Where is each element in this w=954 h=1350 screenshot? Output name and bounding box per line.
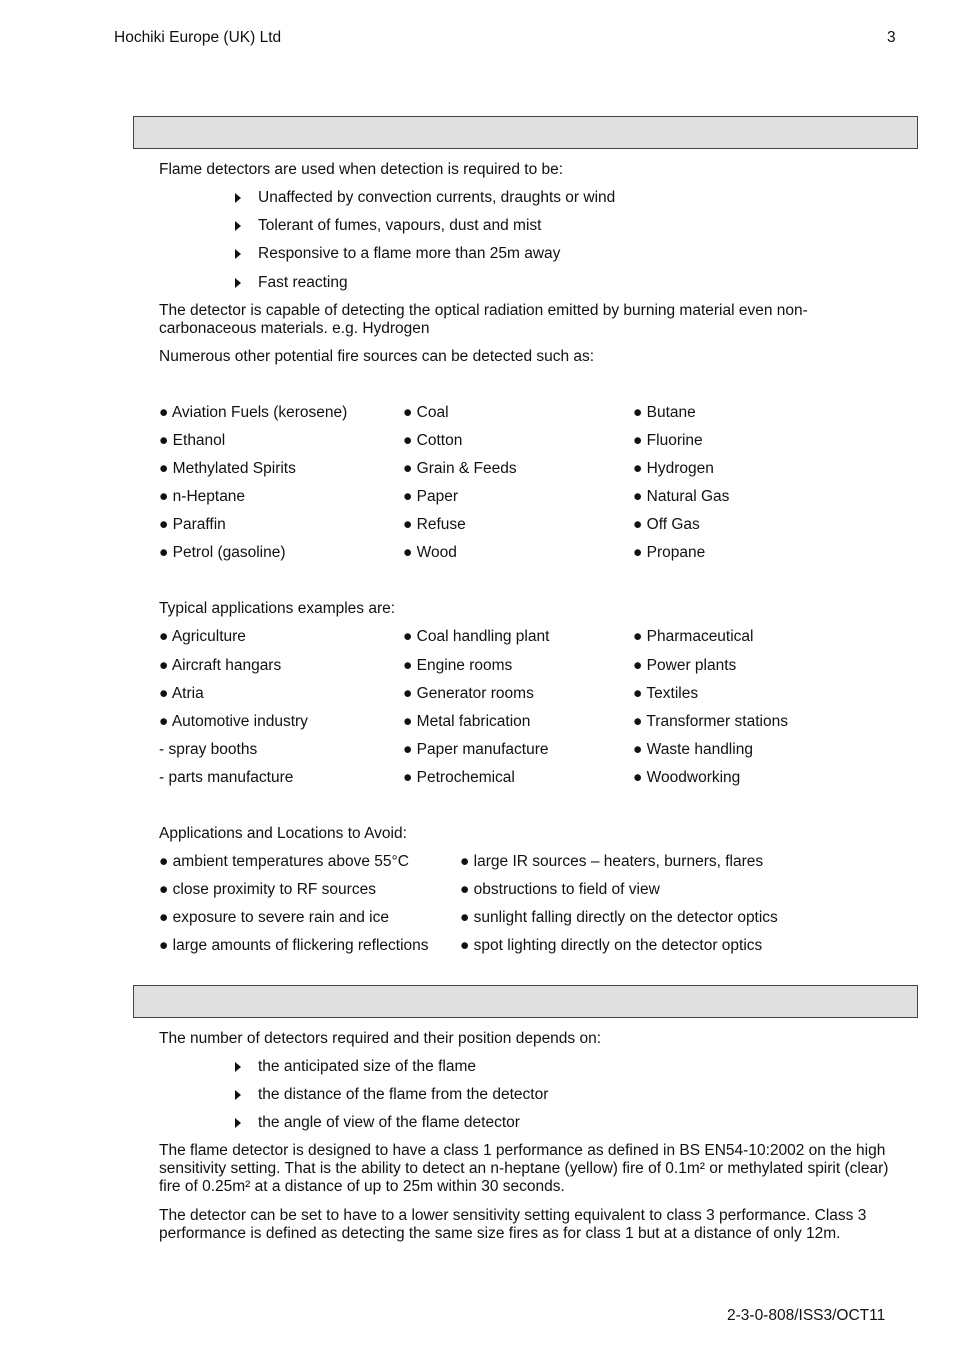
source-item: ● n-Heptane [159, 488, 246, 505]
avoid-item: ● obstructions to field of view [460, 881, 660, 898]
section2-intro: The number of detectors required and their position depends on: [159, 1030, 602, 1047]
source-item: ● Petrol (gasoline) [159, 544, 286, 561]
source-item: ● Butane [633, 404, 696, 421]
application-item: ● Power plants [633, 657, 737, 674]
application-item: ● Atria [159, 685, 204, 702]
source-item: ● Wood [403, 544, 457, 561]
class1-paragraph: The flame detector is designed to have a class 1 performance as defined in BS EN54-10:2002 on the high sensitivity setting. That is the ability to detect an n-heptane (yellow) fire of 0.1m² or methylated spirit (clear) fire of 0.25m² at a distance of up to 25m within 30 seconds. [159, 1142, 889, 1195]
application-item: ● Engine rooms [403, 657, 513, 674]
source-item: ● Aviation Fuels (kerosene) [159, 404, 348, 421]
triangle-bullet-icon [235, 1090, 241, 1100]
factor-item: the anticipated size of the flame [258, 1058, 476, 1075]
source-item: ● Ethanol [159, 432, 226, 449]
avoid-item: ● ambient temperatures above 55°C [159, 853, 409, 870]
application-item: ● Pharmaceutical [633, 628, 754, 645]
application-item: ● Textiles [633, 685, 699, 702]
requirement-item: Tolerant of fumes, vapours, dust and mist [258, 217, 542, 234]
application-item: ● Paper manufacture [403, 741, 549, 758]
source-item: ● Off Gas [633, 516, 700, 533]
requirement-item: Unaffected by convection currents, draughts or wind [258, 189, 616, 206]
triangle-bullet-icon [235, 1118, 241, 1128]
document-reference: 2-3-0-808/ISS3/OCT11 [727, 1307, 886, 1324]
applications-intro: Typical applications examples are: [159, 600, 396, 617]
source-item: ● Propane [633, 544, 706, 561]
application-item: ● Aircraft hangars [159, 657, 282, 674]
application-item: - spray booths [159, 741, 258, 758]
source-item: ● Refuse [403, 516, 466, 533]
header-company: Hochiki Europe (UK) Ltd [114, 29, 282, 46]
avoid-item: ● exposure to severe rain and ice [159, 909, 389, 926]
source-item: ● Hydrogen [633, 460, 714, 477]
section-heading-band-2 [133, 985, 918, 1018]
application-item: - parts manufacture [159, 769, 294, 786]
avoid-item: ● large amounts of flickering reflections [159, 937, 429, 954]
source-item: ● Grain & Feeds [403, 460, 517, 477]
capability-paragraph: The detector is capable of detecting the optical radiation emitted by burning material even non-carbonaceous materials. e.g. Hydrogen [159, 302, 808, 337]
application-item: ● Metal fabrication [403, 713, 531, 730]
triangle-bullet-icon [235, 249, 241, 259]
application-item: ● Transformer stations [633, 713, 788, 730]
factor-item: the distance of the flame from the detector [258, 1086, 549, 1103]
triangle-bullet-icon [235, 1062, 241, 1072]
application-item: ● Waste handling [633, 741, 753, 758]
class3-paragraph: The detector can be set to have to a lower sensitivity setting equivalent to class 3 performance. Class 3 performance is defined as detecting the same size fires as for class 1 but at a distance of only 12m. [159, 1207, 867, 1242]
triangle-bullet-icon [235, 193, 241, 203]
application-item: ● Agriculture [159, 628, 246, 645]
requirement-item: Responsive to a flame more than 25m away [258, 245, 561, 262]
triangle-bullet-icon [235, 278, 241, 288]
section-heading-band-1 [133, 116, 918, 149]
requirement-item: Fast reacting [258, 274, 348, 291]
application-item: ● Coal handling plant [403, 628, 550, 645]
application-item: ● Woodworking [633, 769, 741, 786]
avoid-item: ● large IR sources – heaters, burners, flares [460, 853, 764, 870]
sources-intro: Numerous other potential fire sources can be detected such as: [159, 348, 595, 365]
page-number: 3 [887, 29, 896, 46]
application-item: ● Automotive industry [159, 713, 308, 730]
application-item: ● Generator rooms [403, 685, 534, 702]
application-item: ● Petrochemical [403, 769, 515, 786]
source-item: ● Methylated Spirits [159, 460, 296, 477]
factor-item: the angle of view of the flame detector [258, 1114, 520, 1131]
avoid-item: ● spot lighting directly on the detector optics [460, 937, 763, 954]
source-item: ● Cotton [403, 432, 463, 449]
section1-intro: Flame detectors are used when detection is required to be: [159, 161, 564, 178]
source-item: ● Paraffin [159, 516, 226, 533]
source-item: ● Coal [403, 404, 449, 421]
source-item: ● Paper [403, 488, 459, 505]
avoid-intro: Applications and Locations to Avoid: [159, 825, 407, 842]
source-item: ● Natural Gas [633, 488, 730, 505]
avoid-item: ● close proximity to RF sources [159, 881, 376, 898]
triangle-bullet-icon [235, 221, 241, 231]
avoid-item: ● sunlight falling directly on the detector optics [460, 909, 778, 926]
source-item: ● Fluorine [633, 432, 703, 449]
